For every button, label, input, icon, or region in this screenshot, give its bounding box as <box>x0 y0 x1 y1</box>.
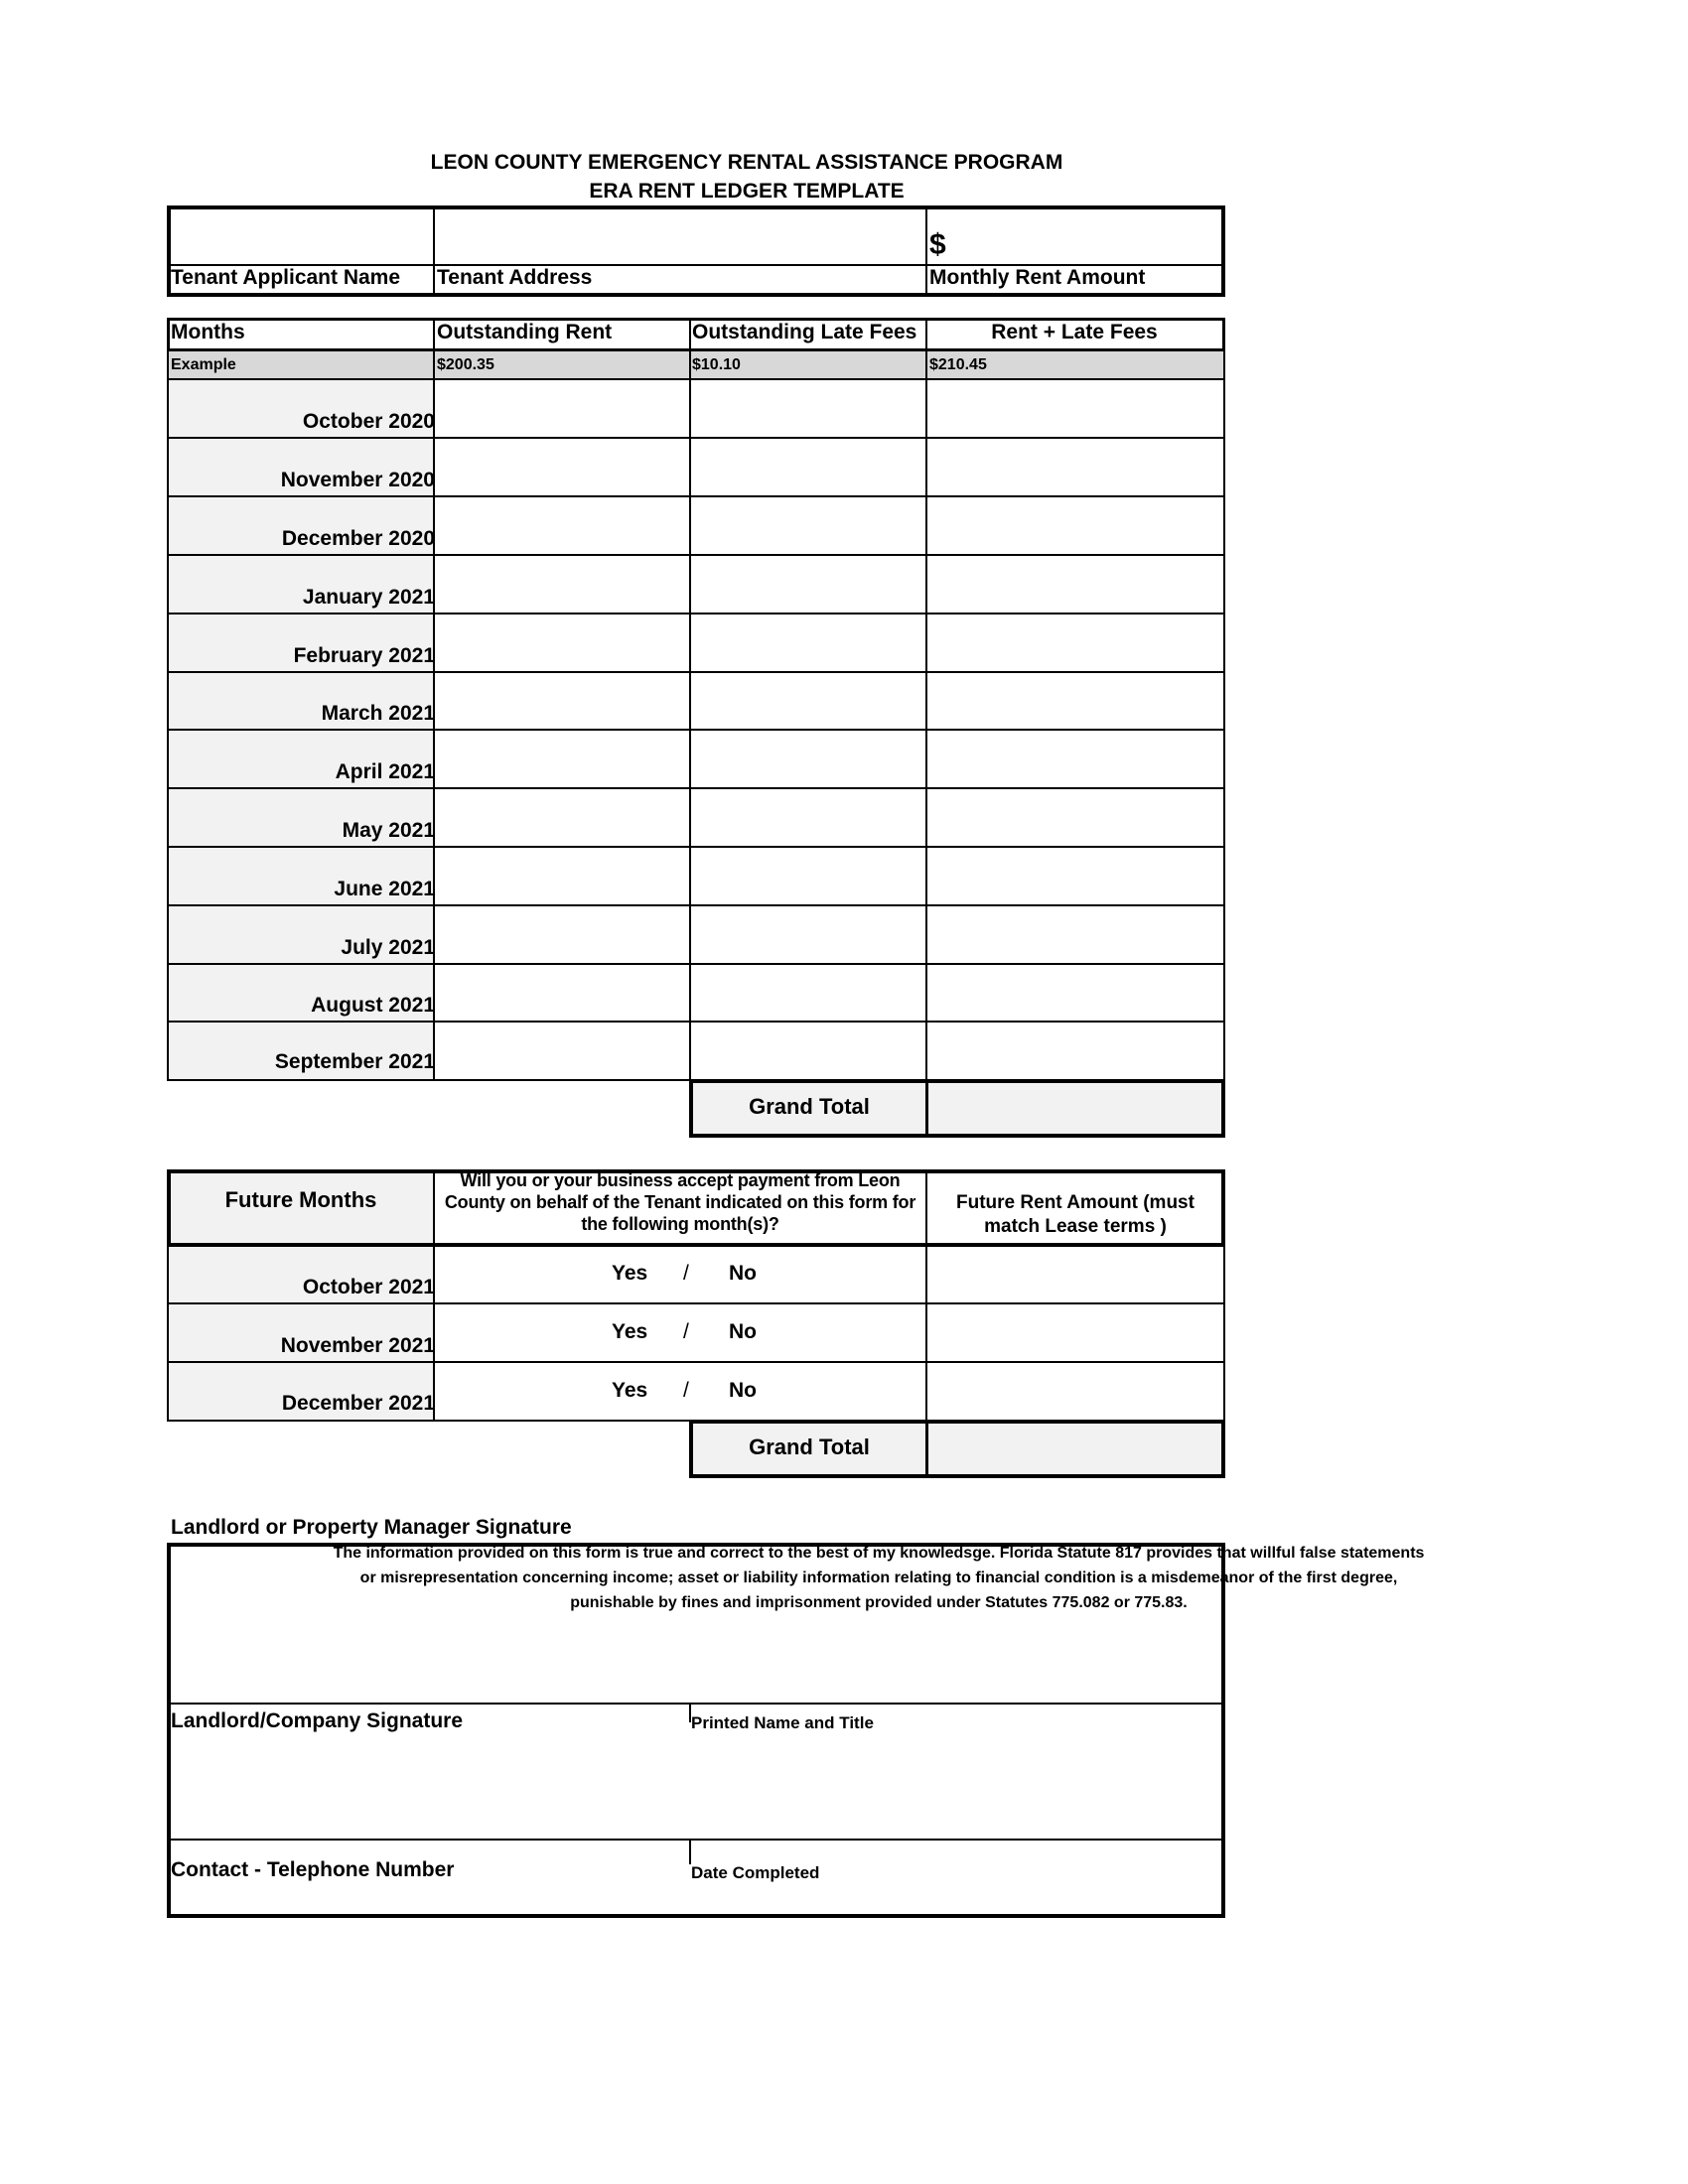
month-label: October 2020 <box>302 410 435 433</box>
ledger-header-total: Rent + Late Fees <box>991 321 1158 343</box>
grand-total-value[interactable] <box>929 1083 1221 1134</box>
ledger-header-months: Months <box>171 321 245 343</box>
month-label: August 2021 <box>311 994 435 1017</box>
future-col-line-2 <box>925 1169 927 1420</box>
future-amount-field[interactable] <box>929 1306 1221 1359</box>
contact-phone-field[interactable] <box>457 1844 685 1912</box>
month-label: November 2020 <box>280 469 435 491</box>
row-line <box>167 787 1225 789</box>
disclaimer-line-3: punishable by fines and imprisonment provided under Statutes 775.082 or 775.83. <box>570 1594 1188 1611</box>
month-label: March 2021 <box>321 702 435 725</box>
currency-symbol: $ <box>929 228 946 261</box>
row-line <box>167 729 1225 731</box>
example-rent: $200.35 <box>437 356 494 373</box>
signature-divider <box>169 1703 1223 1705</box>
tenant-col-divider-2 <box>925 207 927 295</box>
month-label: January 2021 <box>302 586 435 609</box>
future-grand-total-divider <box>925 1420 928 1478</box>
monthly-rent-label: Monthly Rent Amount <box>929 266 1146 289</box>
grand-total-label: Grand Total <box>749 1094 870 1119</box>
row-line <box>167 1079 691 1081</box>
slash-separator: / <box>683 1379 689 1402</box>
printed-name-label: Printed Name and Title <box>691 1713 874 1732</box>
landlord-signature-field[interactable] <box>171 1739 687 1835</box>
yes-option[interactable]: Yes <box>612 1262 648 1285</box>
month-label: June 2021 <box>334 878 435 900</box>
row-line <box>167 613 1225 614</box>
month-label: February 2021 <box>293 644 435 667</box>
future-row-line <box>167 1302 1225 1304</box>
row-line <box>167 1021 1225 1023</box>
signature-section-title: Landlord or Property Manager Signature <box>171 1516 572 1539</box>
future-months-header: Future Months <box>224 1187 377 1212</box>
slash-separator: / <box>683 1262 689 1285</box>
row-line <box>167 437 1225 439</box>
tenant-col-divider-1 <box>433 207 435 295</box>
month-label: April 2021 <box>335 760 435 783</box>
no-option[interactable]: No <box>729 1262 757 1285</box>
row-line <box>167 963 1225 965</box>
future-row-line <box>167 1420 691 1422</box>
future-amount-header: Future Rent Amount (must match Lease terms ) <box>956 1192 1195 1237</box>
no-option[interactable]: No <box>729 1379 757 1402</box>
row-line <box>167 904 1225 906</box>
date-completed-label: Date Completed <box>691 1863 820 1882</box>
row-line <box>167 671 1225 673</box>
printed-name-field[interactable] <box>693 1739 1219 1835</box>
contact-divider <box>169 1839 1223 1841</box>
ledger-header-late-fees: Outstanding Late Fees <box>692 321 917 343</box>
slash-separator: / <box>683 1320 689 1343</box>
disclaimer-line-2: or misrepresentation concerning income; asset or liability information relating to financial condition is a misdemeanor of the first degree, <box>359 1570 1398 1586</box>
contact-phone-label: Contact - Telephone Number <box>171 1858 455 1881</box>
tenant-address-label: Tenant Address <box>437 266 593 289</box>
month-label: July 2021 <box>341 936 435 959</box>
row-line <box>167 554 1225 556</box>
future-row-line <box>167 1361 1225 1363</box>
future-amount-field[interactable] <box>929 1365 1221 1418</box>
example-total: $210.45 <box>929 356 987 373</box>
example-row-line <box>167 378 1225 380</box>
page-subtitle: ERA RENT LEDGER TEMPLATE <box>589 180 905 203</box>
grand-total-divider <box>925 1079 928 1138</box>
ledger-header-rent: Outstanding Rent <box>437 321 613 343</box>
monthly-rent-field[interactable] <box>929 209 1221 263</box>
future-month-label: October 2021 <box>302 1276 435 1298</box>
tenant-address-field[interactable] <box>437 209 923 263</box>
no-option[interactable]: No <box>729 1320 757 1343</box>
date-completed-field[interactable] <box>854 1844 1219 1912</box>
future-right-border <box>1223 1247 1225 1420</box>
example-label: Example <box>171 356 236 373</box>
month-label: September 2021 <box>274 1050 435 1073</box>
future-grand-total-label: Grand Total <box>749 1434 870 1459</box>
future-grand-total-value[interactable] <box>929 1424 1221 1474</box>
row-line <box>167 846 1225 848</box>
month-label: December 2020 <box>281 527 435 550</box>
landlord-signature-label: Landlord/Company Signature <box>171 1709 464 1732</box>
yes-option[interactable]: Yes <box>612 1379 648 1402</box>
month-label: May 2021 <box>342 819 435 842</box>
ledger-right-border <box>1223 351 1225 1079</box>
example-late-fees: $10.10 <box>692 356 741 373</box>
page-title: LEON COUNTY EMERGENCY RENTAL ASSISTANCE PROGRAM <box>430 151 1063 174</box>
future-month-label: November 2021 <box>280 1334 435 1357</box>
tenant-name-label: Tenant Applicant Name <box>171 266 401 289</box>
future-amount-field[interactable] <box>929 1251 1221 1300</box>
future-month-label: December 2021 <box>281 1392 435 1415</box>
yes-option[interactable]: Yes <box>612 1320 648 1343</box>
future-question-header: Will you or your business accept payment from Leon County on behalf of the Tenant indicated on this form for the following month(s)? <box>444 1170 916 1234</box>
row-line <box>167 495 1225 497</box>
date-tick <box>689 1841 691 1864</box>
tenant-name-field[interactable] <box>171 209 431 263</box>
disclaimer-line-1: The information provided on this form is true and correct to the best of my knowledsge. Florida Statute 817 provides that willful false statements <box>333 1545 1425 1562</box>
